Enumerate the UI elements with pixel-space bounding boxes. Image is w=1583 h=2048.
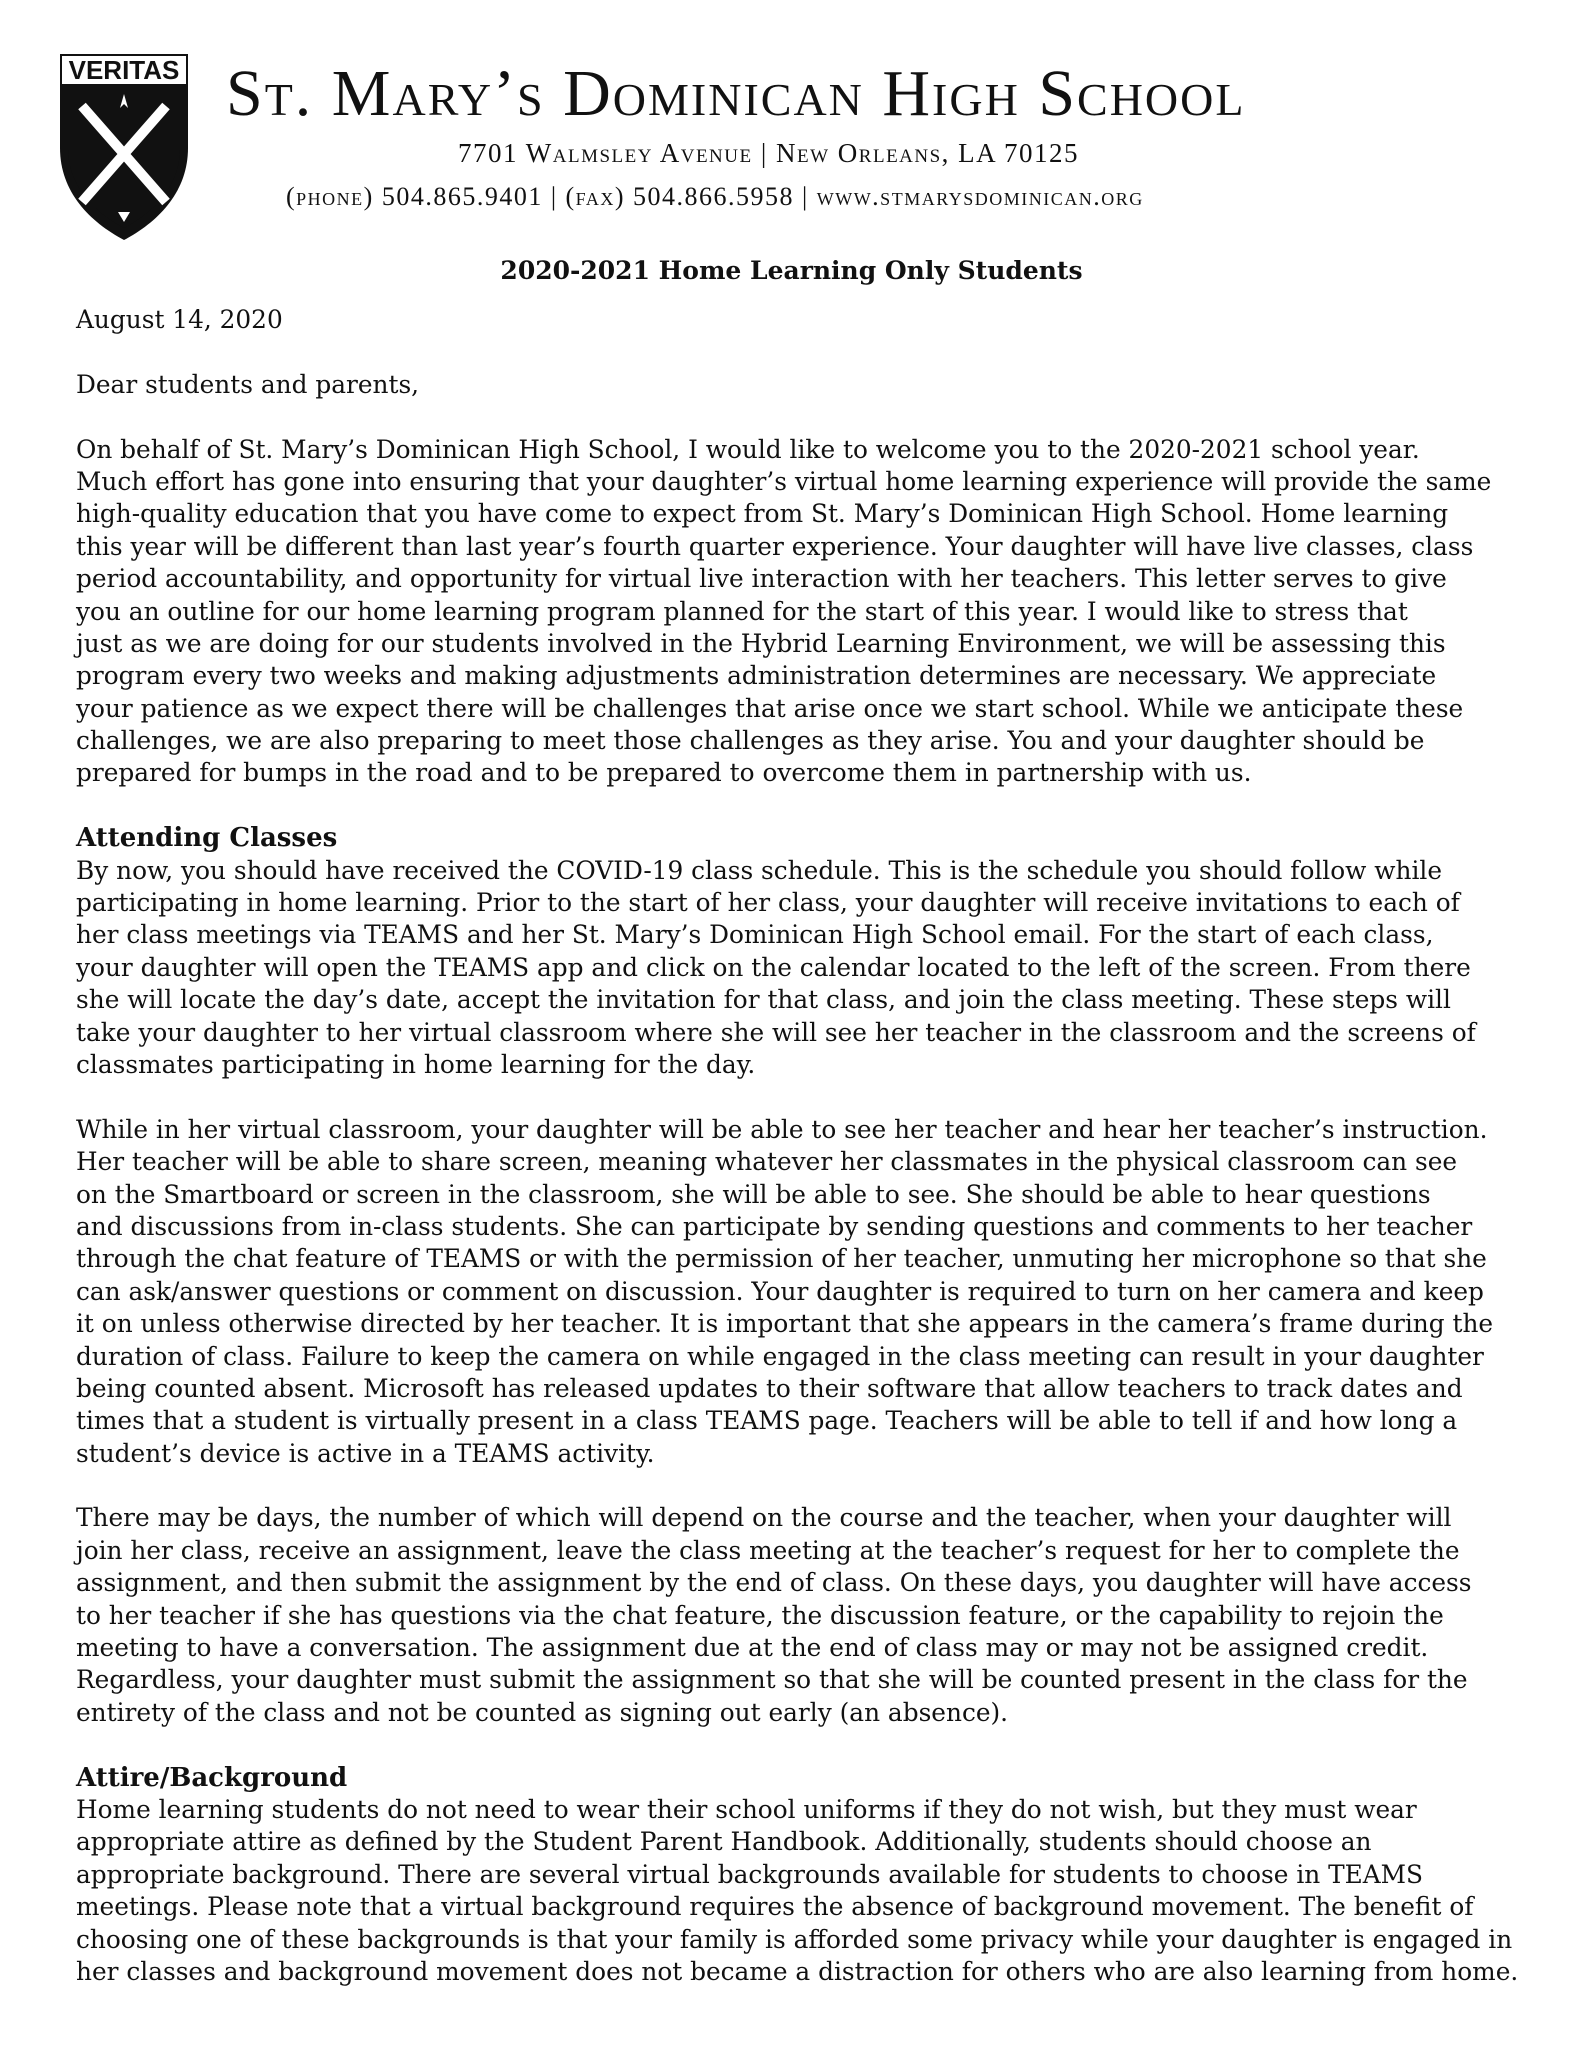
paragraph-line: your patience as we expect there will be challenges that arise once we start school. While we anticipate these [76,693,1464,723]
attending-paragraph-1 [76,855,1486,1082]
attending-paragraph-3 [76,1502,1486,1729]
school-crest-logo [58,52,190,242]
paragraph-line: assignment, and then submit the assignment by the end of class. On these days, you daughter will have access [76,1568,1472,1598]
paragraph-line: challenges, we are also preparing to meet those challenges as they arise. You and your daughter should be [76,726,1425,756]
paragraph-line: to her teacher if she has questions via the chat feature, the discussion feature, or the capability to rejoin the [76,1600,1444,1630]
paragraph-line: through the chat feature of TEAMS or with the permission of her teacher, unmuting her microphone so that she [76,1244,1487,1274]
paragraph-line: On behalf of St. Mary’s Dominican High School, I would like to welcome you to the 2020-2021 school year. [76,434,1420,464]
paragraph-line: participating in home learning. Prior to the start of her class, your daughter will receive invitations to each of [76,888,1460,918]
section-heading-attending-classes: Attending Classes [76,823,338,854]
paragraph-line: Her teacher will be able to share screen, meaning whatever her classmates in the physical classroom can see [76,1147,1458,1177]
paragraph-line: Regardless, your daughter must submit the assignment so that she will be counted present in the class for the [76,1665,1468,1695]
letter-date: August 14, 2020 [76,305,283,334]
paragraph-line: times that a student is virtually present in a class TEAMS page. Teachers will be able to tell if and how long a [76,1406,1458,1436]
paragraph-line: Much effort has gone into ensuring that your daughter’s virtual home learning experience will provide the same [76,466,1492,496]
paragraph-line: and discussions from in-class students. She can participate by sending questions and comments to her teacher [76,1211,1473,1241]
paragraph-line: period accountability, and opportunity for virtual live interaction with her teachers. This letter serves to give [76,564,1447,594]
salutation: Dear students and parents, [76,369,420,399]
paragraph-line: this year will be different than last year’s fourth quarter experience. Your daughter will have live classes, class [76,531,1474,561]
paragraph-line: take your daughter to her virtual classroom where she will see her teacher in the classroom and the screens of [76,1017,1476,1047]
letter-body [76,304,1519,1988]
paragraph-line: program every two weeks and making adjustments administration determines are necessary. We appreciate [76,661,1437,691]
school-contact: (phone) 504.865.9401 | (fax) 504.866.5958 | www.stmarysdominican.org [286,182,1144,211]
paragraph-line: on the Smartboard or screen in the classroom, she will be able to see. She should be able to hear questions [76,1179,1431,1209]
paragraph-line: student’s device is active in a TEAMS activity. [76,1438,655,1468]
school-address: 7701 Walmsley Avenue | New Orleans, LA 70125 [458,138,1079,168]
paragraph-line: entirety of the class and not be counted as signing out early (an absence). [76,1697,1009,1727]
paragraph-line: just as we are doing for our students involved in the Hybrid Learning Environment, we will be assessing this [76,628,1446,658]
paragraph-line: Home learning students do not need to wear their school uniforms if they do not wish, but they must wear [76,1794,1417,1824]
paragraph-line: By now, you should have received the COVID-19 class schedule. This is the schedule you should follow while [76,855,1443,885]
paragraph-line: you an outline for our home learning program planned for the start of this year. I would like to stress that [76,596,1408,626]
paragraph-line: classmates participating in home learning for the day. [76,1049,756,1079]
school-name: St. Mary’s Dominican High School [226,57,1246,130]
paragraph-line: appropriate background. There are several virtual backgrounds available for students to choose in TEAMS [76,1859,1424,1889]
paragraph-line: While in her virtual classroom, your daughter will be able to see her teacher and hear her teacher’s instruction. [76,1114,1488,1144]
intro-paragraph [76,434,1492,790]
paragraph-line: meetings. Please note that a virtual background requires the absence of background movement. The benefit of [76,1892,1474,1922]
paragraph-line: her classes and background movement does not became a distraction for others who are also learning from home. [76,1956,1519,1986]
paragraph-line: your daughter will open the TEAMS app and click on the calendar located to the left of the screen. From there [76,952,1471,982]
paragraph-line: being counted absent. Microsoft has released updates to their software that allow teachers to track dates and [76,1373,1463,1403]
paragraph-line: her class meetings via TEAMS and her St. Mary’s Dominican High School email. For the start of each class, [76,920,1434,950]
attire-paragraph-1 [76,1794,1519,1988]
paragraph-line: choosing one of these backgrounds is that your family is afforded some privacy while your daughter is engaged in [76,1924,1513,1954]
crest-motto: VERITAS [68,55,180,85]
paragraph-line: appropriate attire as defined by the Student Parent Handbook. Additionally, students should choose an [76,1827,1372,1857]
paragraph-line: it on unless otherwise directed by her teacher. It is important that she appears in the camera’s frame during the [76,1309,1494,1339]
paragraph-line: can ask/answer questions or comment on discussion. Your daughter is required to turn on her camera and keep [76,1276,1484,1306]
paragraph-line: There may be days, the number of which will depend on the course and the teacher, when your daughter will [76,1503,1452,1533]
attending-paragraph-2 [76,1114,1494,1470]
paragraph-line: high-quality education that you have come to expect from St. Mary’s Dominican High School. Home learning [76,499,1449,529]
paragraph-line: prepared for bumps in the road and to be prepared to overcome them in partnership with us. [76,758,1252,788]
paragraph-line: duration of class. Failure to keep the camera on while engaged in the class meeting can result in your daughter [76,1341,1484,1371]
paragraph-line: she will locate the day’s date, accept the invitation for that class, and join the class meeting. These steps will [76,985,1451,1015]
document-title: 2020-2021 Home Learning Only Students [500,256,1083,285]
paragraph-line: join her class, receive an assignment, leave the class meeting at the teacher’s request for her to complete the [76,1535,1460,1565]
paragraph-line: meeting to have a conversation. The assignment due at the end of class may or may not be assigned credit. [76,1633,1429,1663]
section-heading-attire-background: Attire/Background [76,1762,348,1793]
